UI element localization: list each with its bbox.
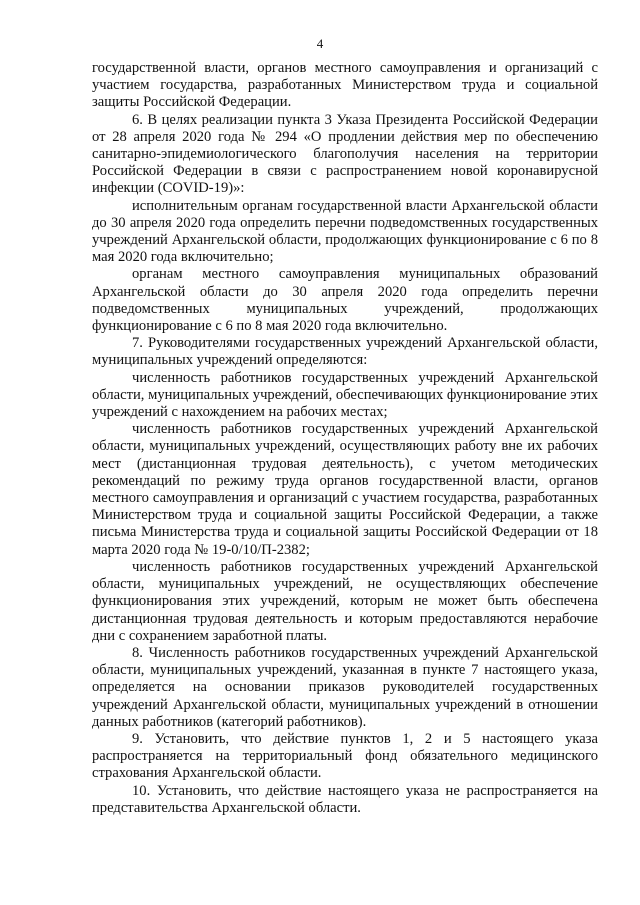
paragraph-item-7-onsite-staff: численность работников государственных учреждений Архангельской области, муниципальных учреждений, обеспечивающих функционирование этих учреждений с нахождением на рабочих местах;: [92, 369, 598, 421]
paragraph-item-7-remote-staff: численность работников государственных учреждений Архангельской области, муниципальных учреждений, осуществляющих работу вне их рабочих мест (дистанционная трудовая деятельность), с учетом методических рекомендаций по режиму труда органов государственной власти, органов местного самоуправления и организаций с участием государства, разработанных Министерством труда и социальной защиты Российской Федерации, а также письма Министерства труда и социальной защиты Российской Федерации от 18 марта 2020 года № 19-0/10/П-2382;: [92, 421, 598, 558]
paragraph-item-6-local-government: органам местного самоуправления муниципальных образований Архангельской области до 30 апреля 2020 года определить перечни подведомственных муниципальных учреждений, продолжающих функционирование с 6 по 8 мая 2020 года включительно.: [92, 266, 598, 335]
page-number: 4: [316, 36, 324, 51]
paragraph-item-7: 7. Руководителями государственных учреждений Архангельской области, муниципальных учреждений определяются:: [92, 335, 598, 369]
paragraph-item-9: 9. Установить, что действие пунктов 1, 2 и 5 настоящего указа распространяется на территориальный фонд обязательного медицинского страхования Архангельской области.: [92, 730, 598, 782]
document-body: [92, 60, 598, 817]
paragraph-item-10: 10. Установить, что действие настоящего указа не распространяется на представительства Архангельской области.: [92, 782, 598, 816]
paragraph-item-6-executive-bodies: исполнительным органам государственной власти Архангельской области до 30 апреля 2020 года определить перечни подведомственных государственных учреждений Архангельской области, продолжающих функционирование с 6 по 8 мая 2020 года включительно;: [92, 197, 598, 266]
paragraph-item-8: 8. Численность работников государственных учреждений Архангельской области, муниципальных учреждений, указанная в пункте 7 настоящего указа, определяется на основании приказов руководителей государственных учреждений Архангельской области, муниципальных учреждений в отношении данных работников (категорий работников).: [92, 644, 598, 730]
paragraph-item-7-non-working-staff: численность работников государственных учреждений Архангельской области, муниципальных учреждений, не осуществляющих обеспечение функционирования этих учреждений, которым не может быть обеспечена дистанционная трудовая деятельность и которым предоставляются нерабочие дни с сохранением заработной платы.: [92, 558, 598, 644]
paragraph-item-6: 6. В целях реализации пункта 3 Указа Президента Российской Федерации от 28 апреля 2020 года № 294 «О продлении действия мер по обеспечению санитарно-эпидемиологического благополучия населения на территории Российской Федерации в связи с распространением новой коронавирусной инфекции (COVID-19)»:: [92, 111, 598, 197]
paragraph-continuation: государственной власти, органов местного самоуправления и организаций с участием государства, разработанных Министерством труда и социальной защиты Российской Федерации.: [92, 60, 598, 111]
